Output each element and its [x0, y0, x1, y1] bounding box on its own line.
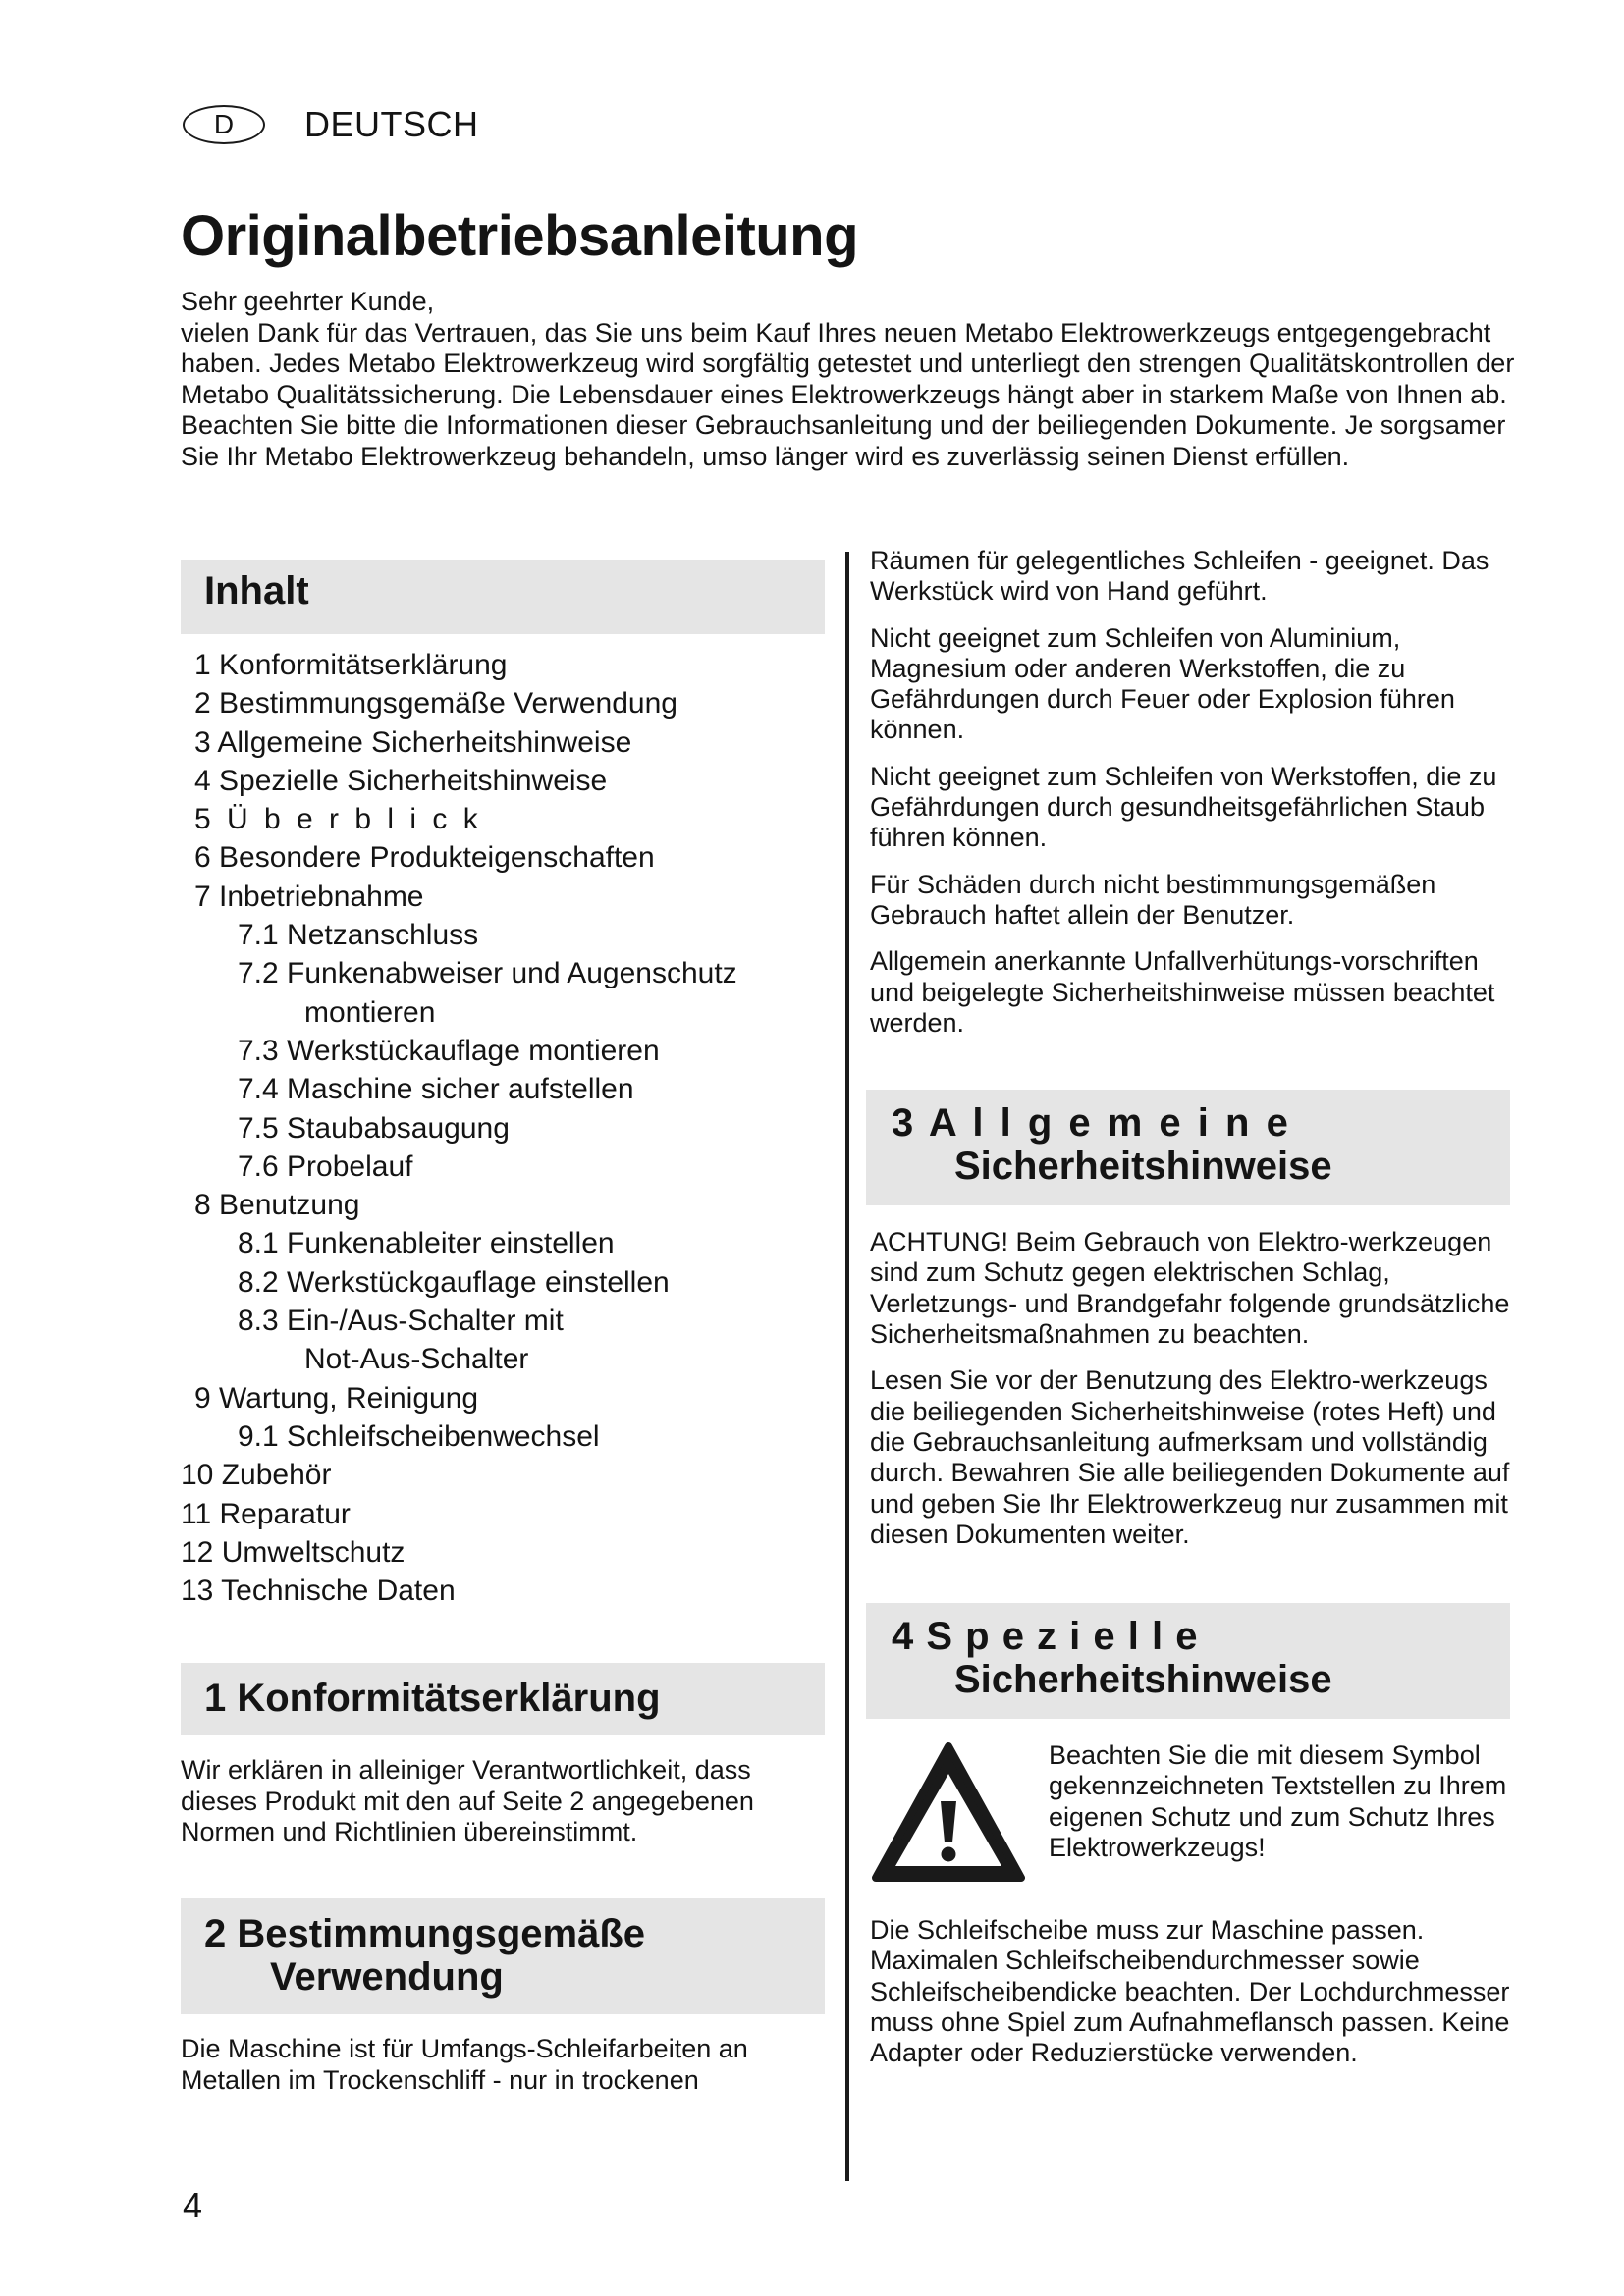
toc-subitem[interactable]: 7.1 Netzanschluss — [238, 919, 479, 952]
section-3-title-line1 — [892, 1101, 1540, 1145]
warning-note-text: Beachten Sie die mit diesem Symbol gekennzeichneten Textstellen zu Ihrem eigenen Schutz und zum Schutz Ihres Elektrowerkzeugs! — [1049, 1740, 1507, 1863]
toc-heading: Inhalt — [181, 560, 825, 634]
toc-item[interactable]: 10 Zubehör — [181, 1459, 332, 1492]
toc-item[interactable]: 5 Ü b e r b l i c k — [194, 803, 482, 836]
paragraph-accident-prevention: Allgemein anerkannte Unfallverhütungs-vorschriften und beigelegte Sicherheitshinweise müssen beachtet werden. — [870, 946, 1495, 1038]
intro-text — [181, 287, 1516, 472]
paragraph-dust: Nicht geeignet zum Schleifen von Werkstoffen, die zu Gefährdungen durch gesundheitsgefährlichen Staub führen können. — [870, 761, 1497, 853]
table-of-contents — [181, 646, 825, 1610]
toc-subitem-continuation[interactable]: Not-Aus-Schalter — [304, 1343, 529, 1376]
page-number: 4 — [183, 2185, 203, 2225]
section-2-text: Die Maschine ist für Umfangs-Schleifarbeiten an Metallen im Trockenschliff - nur in trockenen — [181, 2034, 748, 2095]
language-code-badge: D — [183, 105, 265, 144]
paragraph-liability: Für Schäden durch nicht bestimmungsgemäßen Gebrauch haftet allein der Benutzer. — [870, 869, 1436, 930]
toc-item[interactable]: 6 Besondere Produkteigenschaften — [194, 841, 655, 875]
toc-subitem[interactable]: 8.3 Ein-/Aus-Schalter mit — [238, 1305, 564, 1338]
section-3-title-line2: Sicherheitshinweise — [954, 1145, 1332, 1189]
section-1-heading: 1 Konformitätserklärung — [181, 1663, 825, 1735]
document-title: Originalbetriebsanleitung — [181, 204, 859, 268]
section-3-spaced-title: 3 A l l g e m e i n e — [892, 1101, 1289, 1146]
section-4-spaced-title: 4 S p e z i e l l e — [892, 1615, 1199, 1659]
section-4-heading — [866, 1603, 1510, 1719]
toc-item[interactable]: 13 Technische Daten — [181, 1575, 456, 1608]
section-2-number: 2 — [204, 1912, 227, 1956]
section-3-heading — [866, 1090, 1510, 1205]
section-4-title-line1 — [892, 1615, 1510, 1658]
toc-subitem[interactable]: 7.4 Maschine sicher aufstellen — [238, 1073, 634, 1106]
toc-item[interactable]: 9 Wartung, Reinigung — [194, 1381, 479, 1415]
section-4-title-line2: Sicherheitshinweise — [954, 1658, 1332, 1702]
section-3-warning-text: ACHTUNG! Beim Gebrauch von Elektro-werkzeugen sind zum Schutz gegen elektrischen Schlag, Verletzungs- und Brandgefahr folgende grundsätzliche Sicherheitsmaßnahmen zu beachten. — [870, 1227, 1510, 1350]
toc-item[interactable]: 4 Spezielle Sicherheitshinweise — [194, 764, 608, 797]
column-divider — [845, 552, 849, 2181]
section-2-title-line1: Bestimmungsgemäße — [237, 1912, 646, 1956]
section-2-heading — [181, 1898, 825, 2014]
toc-subitem[interactable]: 7.2 Funkenabweiser und Augenschutz — [238, 957, 737, 990]
toc-item[interactable]: 7 Inbetriebnahme — [194, 880, 424, 913]
intro-greeting: Sehr geehrter Kunde, — [181, 287, 435, 316]
intro-body: vielen Dank für das Vertrauen, das Sie uns beim Kauf Ihres neuen Metabo Elektrowerkzeugs entgegengebracht haben. Jedes Metabo Elektrowerkzeug wird sorgfältig getestet und unterliegt den strengen Qualitätskontrollen der Metabo Qualitätssicherung. Die Lebensdauer eines Elektrowerkzeugs hängt aber in starkem Maße von Ihnen ab. Beachten Sie bitte die Informationen dieser Gebrauchsanleitung und der beiliegenden Dokumente. Je sorgsamer Sie Ihr Metabo Elektrowerkzeug behandeln, umso länger wird es zuverlässig seinen Dienst erfüllen. — [181, 317, 1515, 471]
toc-item[interactable]: 3 Allgemeine Sicherheitshinweise — [194, 725, 632, 759]
toc-subitem[interactable]: 9.1 Schleifscheibenwechsel — [238, 1419, 600, 1453]
section-4-disc-text: Die Schleifscheibe muss zur Maschine passen. Maximalen Schleifscheibendurchmesser sowie Schleifscheibendicke beachten. Der Lochdurchmesser muss ohne Spiel zum Aufnahmeflansch passen. Keine Adapter oder Reduzierstücke verwenden. — [870, 1915, 1510, 2068]
warning-note — [870, 1740, 1518, 1886]
section-1-text: Wir erklären in alleiniger Verantwortlichkeit, dass dieses Produkt mit den auf Seite 2 angegebenen Normen und Richtlinien übereinstimmt. — [181, 1755, 754, 1847]
section-2-continued-text: Räumen für gelegentliches Schleifen - geeignet. Das Werkstück wird von Hand geführt. — [870, 546, 1489, 607]
section-2-title-line2: Verwendung — [270, 1955, 504, 2000]
toc-item[interactable]: 11 Reparatur — [181, 1497, 351, 1530]
left-column — [181, 560, 825, 2096]
toc-item[interactable]: 8 Benutzung — [194, 1189, 360, 1222]
language-name: DEUTSCH — [304, 104, 479, 144]
toc-item[interactable]: 1 Konformitätserklärung — [194, 649, 508, 681]
toc-subitem[interactable]: 8.1 Funkenableiter einstellen — [238, 1227, 615, 1260]
toc-subitem[interactable]: 7.5 Staubabsaugung — [238, 1111, 510, 1145]
toc-item[interactable]: 12 Umweltschutz — [181, 1535, 406, 1569]
language-indicator — [183, 104, 479, 145]
toc-subitem[interactable]: 7.6 Probelauf — [238, 1149, 413, 1183]
toc-item[interactable]: 2 Bestimmungsgemäße Verwendung — [194, 687, 677, 721]
right-column — [870, 546, 1518, 2069]
toc-subitem[interactable]: 8.2 Werkstückgauflage einstellen — [238, 1265, 670, 1299]
toc-subitem-continuation[interactable]: montieren — [304, 995, 436, 1029]
section-3-read-manual-text: Lesen Sie vor der Benutzung des Elektro-werkzeugs die beiliegenden Sicherheitshinweise (rotes Heft) und die Gebrauchsanleitung aufmerksam und vollständig durch. Bewahren Sie alle beiliegenden Dokumente auf und geben Sie Ihr Elektrowerkzeug nur zusammen mit diesen Dokumenten weiter. — [870, 1365, 1510, 1549]
toc-subitem[interactable]: 7.3 Werkstückauflage montieren — [238, 1034, 660, 1067]
paragraph-aluminium: Nicht geeignet zum Schleifen von Aluminium, Magnesium oder anderen Werkstoffen, die zu Gefährdungen durch Feuer oder Explosion führen können. — [870, 622, 1455, 745]
warning-triangle-icon — [870, 1740, 1027, 1886]
